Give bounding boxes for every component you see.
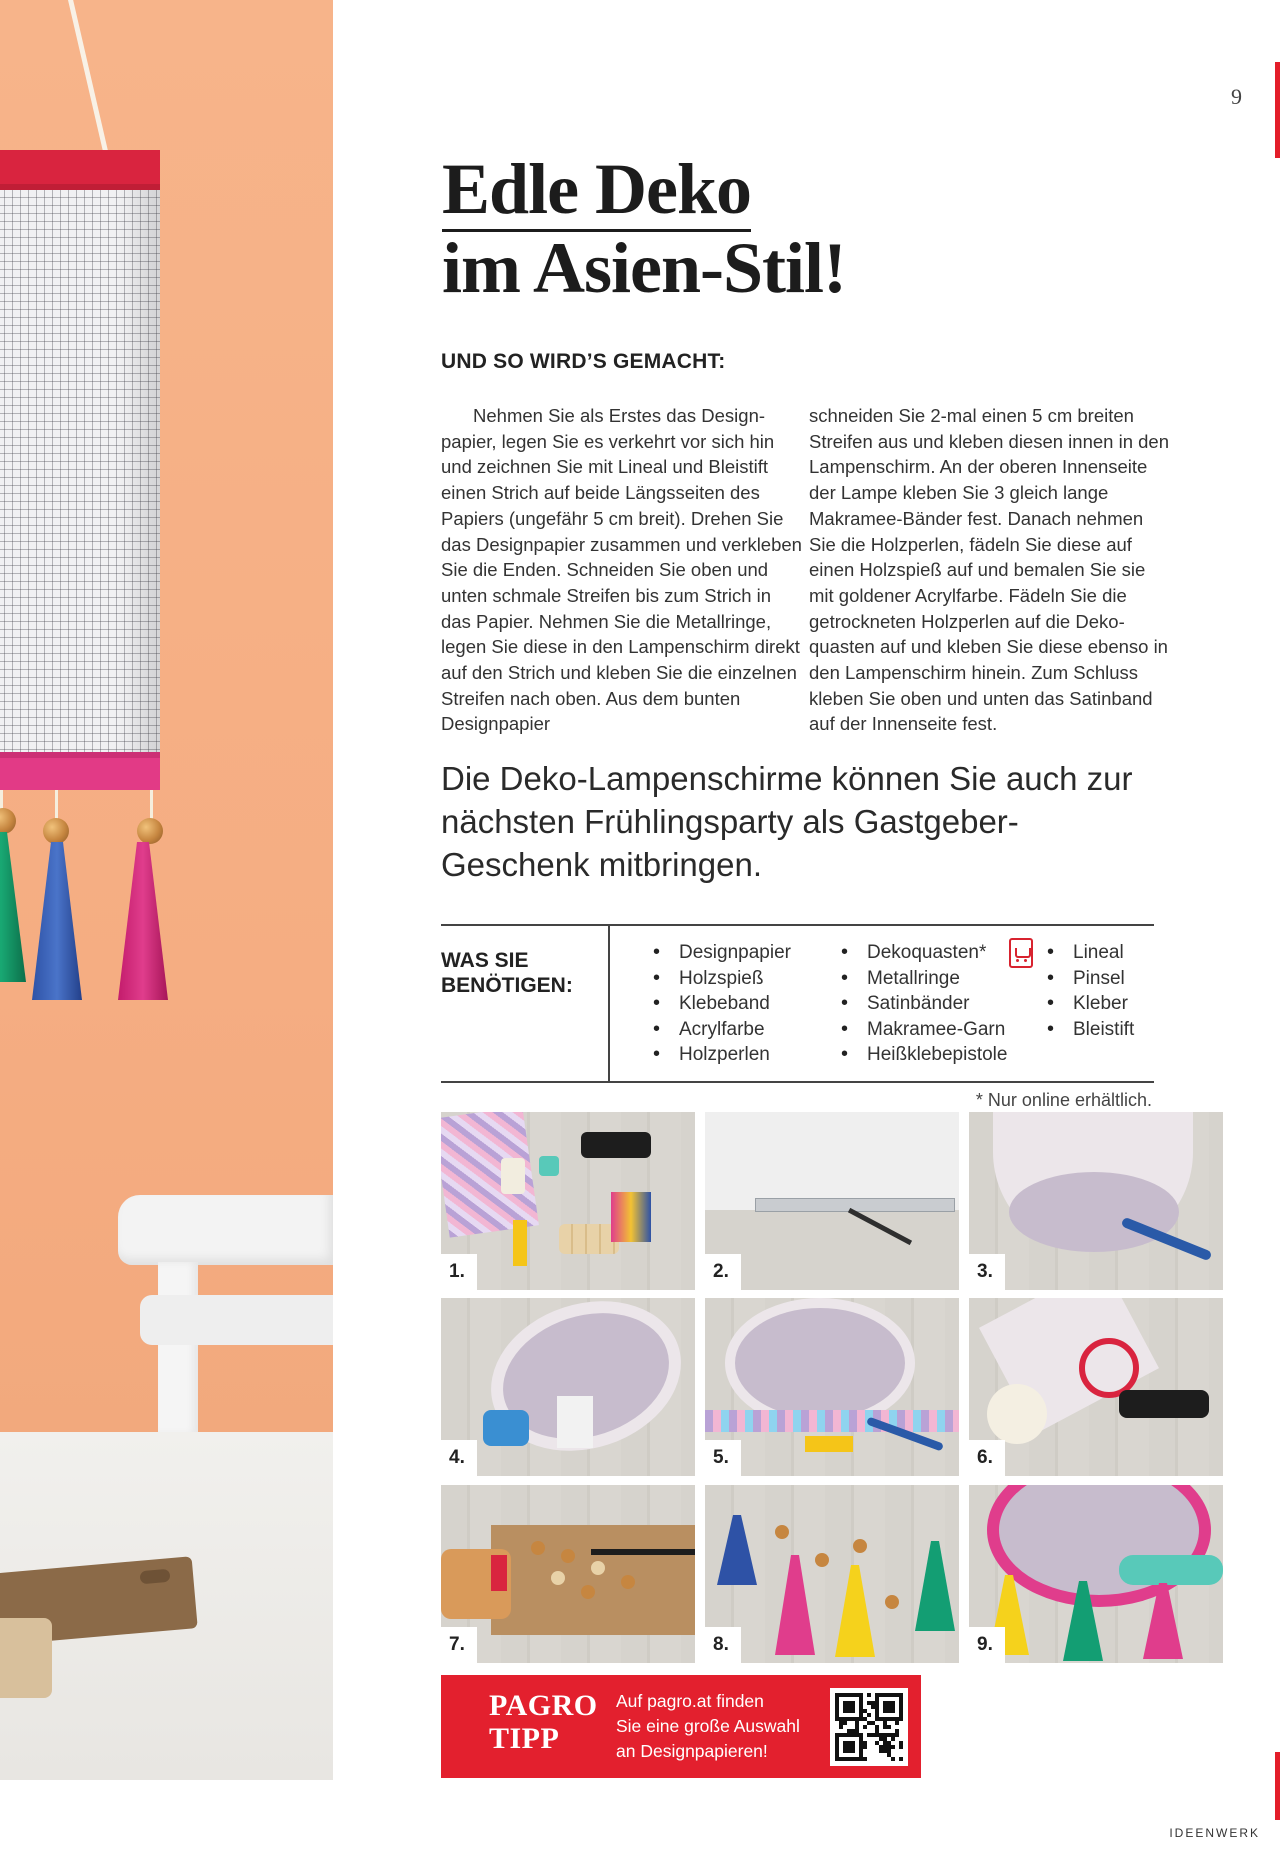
tassel-blue bbox=[32, 842, 82, 1000]
edge-marker-bottom bbox=[1275, 1752, 1280, 1820]
pagro-tip-banner bbox=[441, 1675, 921, 1778]
tip-brand-line-1: PAGRO bbox=[489, 1689, 598, 1722]
material-item: • Kleber bbox=[1047, 991, 1134, 1017]
step-number: 1. bbox=[441, 1254, 477, 1290]
materials-label-line-2: BENÖTIGEN: bbox=[441, 974, 573, 997]
step-photo-3 bbox=[969, 1112, 1223, 1290]
material-item: • Makramee-Garn bbox=[841, 1017, 1007, 1043]
step-photo-2 bbox=[705, 1112, 959, 1290]
materials-list-c bbox=[1047, 940, 1134, 1042]
instructions-text-left: Nehmen Sie als Erstes das Designpapier, legen Sie es verkehrt vor sich hin und zeichnen Sie mit Lineal und Bleistift einen Strich auf beide Längsseiten des Papiers (ungefähr 5 cm breit). Drehen Sie das Designpapier zusammen und verkleben Sie die Enden. Schneiden Sie oben und unten schmale Streifen bis zum Strich in das Papier. Nehmen Sie die Metallringe, legen Sie diese in den Lampenschirm direkt auf den Strich und kleben Sie die einzelnen Streifen nach oben. Aus dem bunten Designpapier bbox=[441, 405, 802, 735]
step-photo-6 bbox=[969, 1298, 1223, 1476]
lamp-top-band bbox=[0, 150, 160, 190]
tip-text bbox=[616, 1689, 800, 1764]
material-item: • Acrylfarbe bbox=[653, 1017, 791, 1043]
footer-brand: IDEENWERK bbox=[1169, 1826, 1260, 1840]
tip-text-line-3: an Designpapieren! bbox=[616, 1741, 768, 1761]
wood-bead bbox=[137, 818, 163, 844]
step-photo-8 bbox=[705, 1485, 959, 1663]
page-title bbox=[442, 150, 846, 308]
step-photo-9 bbox=[969, 1485, 1223, 1663]
materials-footnote: * Nur online erhältlich. bbox=[975, 1090, 1152, 1110]
step-number: 7. bbox=[441, 1627, 477, 1663]
wood-bead bbox=[0, 808, 16, 834]
step-photo-grid bbox=[441, 1112, 1224, 1667]
step-number: 6. bbox=[969, 1440, 1005, 1476]
qr-module bbox=[899, 1757, 903, 1761]
material-item: • Lineal bbox=[1047, 940, 1134, 966]
step-number: 5. bbox=[705, 1440, 741, 1476]
title-line-1: Edle Deko bbox=[442, 149, 751, 232]
step-number: 8. bbox=[705, 1627, 741, 1663]
tip-text-line-1: Auf pagro.at finden bbox=[616, 1691, 764, 1711]
lamp-shade bbox=[0, 150, 160, 790]
tip-text-line-2: Sie eine große Auswahl bbox=[616, 1716, 800, 1736]
material-item: • Pinsel bbox=[1047, 966, 1134, 992]
materials-list-b bbox=[841, 940, 1007, 1068]
material-item: • Holzspieß bbox=[653, 966, 791, 992]
step-number: 9. bbox=[969, 1627, 1005, 1663]
page-number: 9 bbox=[1231, 84, 1242, 109]
hero-photo bbox=[0, 0, 333, 1780]
instructions-column-right bbox=[809, 403, 1171, 737]
chair-rail bbox=[140, 1295, 333, 1345]
lamp-bottom-band bbox=[0, 752, 160, 790]
instructions-column-left bbox=[441, 403, 803, 737]
materials-list-a bbox=[653, 940, 791, 1068]
materials-divider bbox=[608, 926, 610, 1081]
material-item: • Designpapier bbox=[653, 940, 791, 966]
highlight-text: Die Deko-Lampenschirme können Sie auch zur nächsten Frühlingsparty als Gastgeber-Geschenk mitbringen. bbox=[441, 760, 1133, 883]
qr-code-pattern bbox=[835, 1693, 903, 1761]
tassel-string bbox=[55, 790, 58, 820]
material-item: • Klebeband bbox=[653, 991, 791, 1017]
step-number: 3. bbox=[969, 1254, 1005, 1290]
material-item: • Metallringe bbox=[841, 966, 1007, 992]
material-item: • Dekoquasten* bbox=[841, 940, 1007, 966]
wood-bead bbox=[43, 818, 69, 844]
material-item: • Satinbänder bbox=[841, 991, 1007, 1017]
lamp-cord bbox=[68, 0, 109, 156]
tassel-green bbox=[0, 832, 26, 982]
materials-label-line-1: WAS SIE bbox=[441, 949, 529, 972]
edge-marker-top bbox=[1275, 62, 1280, 158]
chair-back bbox=[118, 1195, 333, 1265]
chair-leg bbox=[158, 1262, 198, 1434]
materials-label bbox=[441, 948, 573, 998]
wooden-block bbox=[0, 1618, 52, 1698]
material-item: • Bleistift bbox=[1047, 1017, 1134, 1043]
step-photo-7 bbox=[441, 1485, 695, 1663]
tip-brand bbox=[489, 1689, 598, 1755]
materials-box bbox=[441, 924, 1154, 1083]
shopping-cart-icon[interactable] bbox=[1009, 938, 1033, 968]
material-item: • Heißklebepistole bbox=[841, 1042, 1007, 1068]
tassel-string bbox=[150, 790, 153, 820]
step-number: 2. bbox=[705, 1254, 741, 1290]
instructions-text-right: schneiden Sie 2-mal einen 5 cm breiten Streifen aus und kleben diesen innen in den Lampenschirm. An der oberen Innenseite der Lampe kleben Sie 3 gleich lange Makramee-Bänder fest. Danach nehmen Sie die Holzperlen, fädeln Sie diese auf einen Holzspieß auf und bemalen Sie sie mit goldener Acrylfarbe. Fädeln Sie die getrockneten Holzperlen auf die Dekoquasten auf und kleben Sie diese ebenso in den Lampenschirm hinein. Zum Schluss kleben Sie oben und unten das Satinband auf der Innenseite fest. bbox=[809, 405, 1169, 735]
material-item: • Holzperlen bbox=[653, 1042, 791, 1068]
instructions-heading: UND SO WIRD’S GEMACHT: bbox=[441, 350, 726, 373]
qr-code-icon[interactable] bbox=[830, 1688, 908, 1766]
step-number: 4. bbox=[441, 1440, 477, 1476]
tip-brand-line-2: TIPP bbox=[489, 1722, 560, 1755]
tassel-pink bbox=[118, 842, 168, 1000]
title-line-2: im Asien-Stil! bbox=[442, 228, 847, 308]
step-photo-4 bbox=[441, 1298, 695, 1476]
step-photo-5 bbox=[705, 1298, 959, 1476]
step-photo-1 bbox=[441, 1112, 695, 1290]
